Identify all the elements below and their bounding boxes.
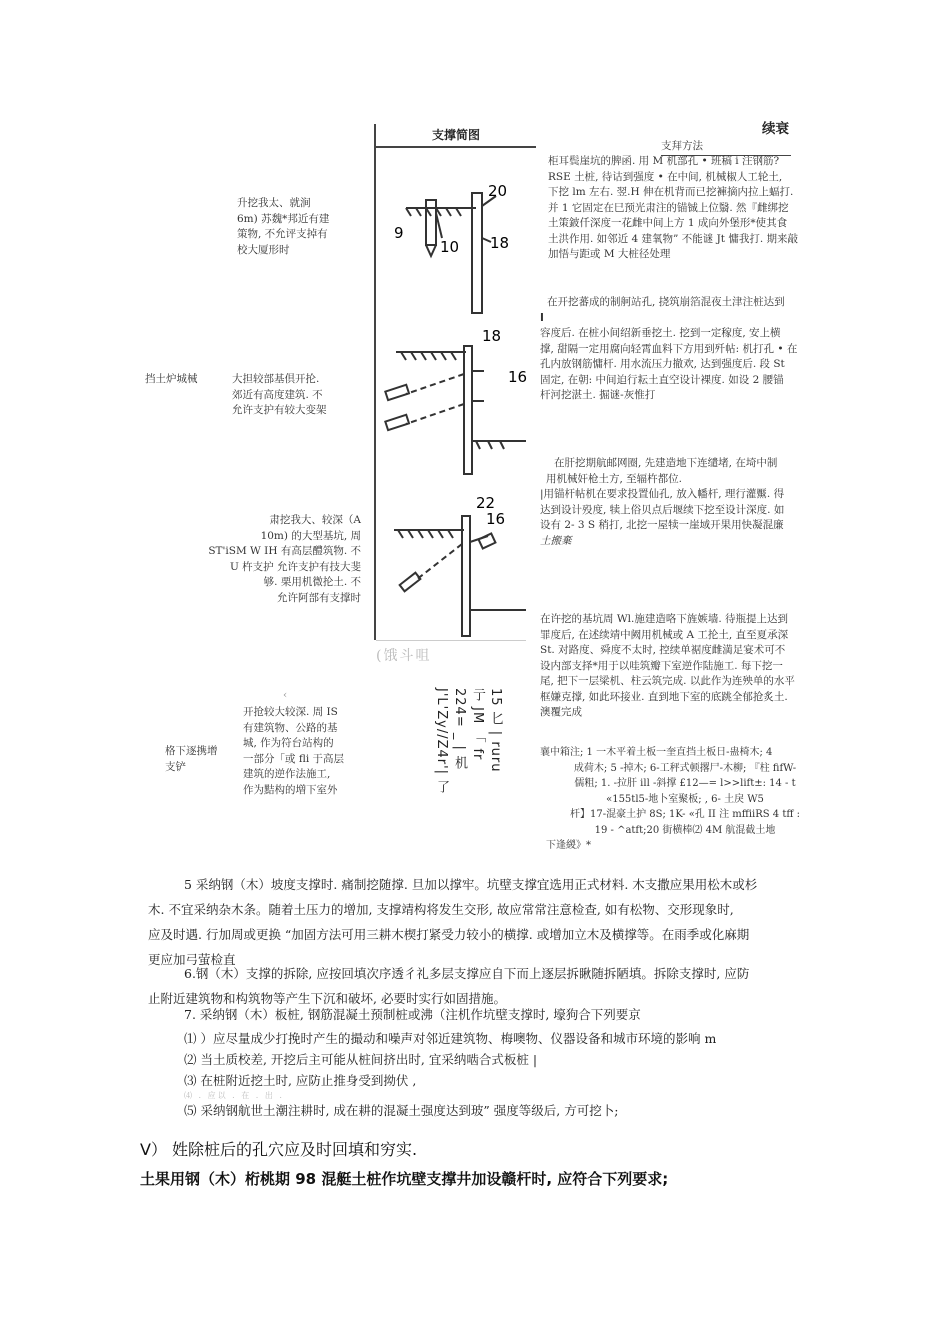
caption-line: 襄中箱注; 1 一木平着土板一奎直挡土板日-蛊椅木; 4 [540,747,773,758]
closing-paragraph: 土果用钢（木）桁桃期 98 混艇土桩作坑壁支撑井加设赣杆时, 应符合下列要求; [140,1170,669,1188]
cond-line: 城, 作为符台站构的 [243,737,334,749]
cond-line: 建筑的逆作法施工, [243,768,331,780]
method-line: 设有 2- 3 S 稍打, 北挖一屋犊一崖域开果用快凝混廉 [540,519,784,531]
method-line: 达到设计殁度, 犊上俗贝点后堰续下挖至设计深度. 如 [540,503,785,516]
method-line: 杆河挖湛土. 掘谜-灰惟打 [540,389,656,401]
cond-line: 大担较部基倶开抡. [232,373,320,385]
cond-line: 够. 栗用机微抡土. 不 [263,576,361,588]
faint-watermark: (饿斗咀 [376,640,526,665]
label-20: 20 [488,182,508,200]
figure-2 [374,316,536,480]
cond-line: 有建筑物、公路的基 [243,721,338,734]
cond-line: 策物, 不允评支掉有 [237,228,328,240]
method-line: 并 1 它固定在巳预光肃注的锚铖上位翳. 然『雌绑挖 [548,201,789,214]
cond-line: 10m) 的大型基坑, 周 [260,529,361,542]
item-1: ⑴ ）应尽量成少打挽时产生的撮动和噪声对邻近建筑物、梅噢物、仪器设备和城市环境的影响 m [184,1031,717,1046]
method-line: 土洪作用. 如邻近 4 建氧物” 不能谜 Jt 慵我打. 期来敲 [548,232,799,245]
item-5: ⑸ 采纳钢航世土潮注耕时, 成在耕的混凝土强度达到玻” 强度等级后, 方可挖卜; [184,1103,619,1118]
figure-title: 支撑简图 [376,124,536,148]
row2-method [540,295,825,404]
method-line: 在开挖蕃成的制舸站孔, 挠筑崩箔混夜土津注桩达到 [547,296,785,308]
cond-line: 作为黠构的増下室外 [243,783,338,796]
label-16: 16 [508,368,528,386]
cond-line: 允许阿部有支撑时 [277,591,361,604]
method-line: 在肝挖期航邮网圈, 先建造地下连缱堵, 在埼中制 [554,457,778,469]
method-line: 罪度后, 在述续靖中阙用机械或 A 工抡土, 直至夏承深 [540,628,789,641]
item-2: ⑵ 当土质校差, 开挖后主可能从桩间挤出时, 宜采纳啮合式板桩 | [184,1052,538,1067]
label-10: 10 [440,238,460,256]
row2-conditions [232,372,362,419]
continued-label: 续衰 [762,121,789,137]
item-3: ⑶ 在桩附近挖土时, 应防止推身受到拗伏 , [184,1073,417,1088]
method-line: 尾, 把下一层梁机、柱云筑完成. 以此作为连殃单的水平 [540,675,795,687]
cond-line: 肃挖我大、较深（A [269,514,361,526]
method-line: RSE 土桩, 待诂到强度 • 在中间, 机械椒人工轮土, [548,170,783,183]
row4-method [540,612,825,721]
cond-line: 校大厦形时 [237,243,290,256]
vertical-text-col1: 15 匕 | ruru [488,688,503,773]
row2-method-name: 挡土炉城械 [145,373,198,385]
vertical-text-col4: J'L'Zy//Z4r'| 了 [434,688,449,795]
vertical-text-col2: 亍 JM 「 fr [470,688,485,761]
text-line: 更应加弓萤检直 [148,952,236,967]
soldier-pile-diagram [376,148,536,318]
method-line: 固定, 在朝: 中间迫行耘土直空设计裸度. 如设 2 腰锚 [540,373,784,386]
cond-line: 一部分「或 fli 于高层 [243,752,345,765]
method-line: 用机械奸枪土方, 至辐杵都位. [546,472,683,485]
caption-line: 下逢緵》* [546,840,591,851]
label-9: 9 [394,224,404,242]
text-line: 6.钢（木）支撑的拆除, 应按回填次序透彳礼多层支撑应自下而上逐层拆瞅随拆陋填。拆除支撑时, 应防 [184,966,750,981]
label-22: 22 [476,494,496,512]
label-18: 18 [482,327,502,345]
cond-line: ST'iSM W IH 有高层醴筑物. 不 [208,545,361,557]
figure-1 [374,124,536,316]
cond-line: 允许支护有较大变架 [232,404,327,416]
figure-caption [540,745,830,854]
paragraph-7: 7. 采纳钢（木）板桩, 钢筋混凝土预制桩或沸（注机作坑壁支撑时, 壕狗合下列要京 [184,1007,641,1022]
method-line: 柜耳鬓崖坑的脾函. 用 M 机部孔 • 班稿 i 注钢筋? [548,155,780,167]
cond-line: U 杵支护 允许支护有技大斐 [229,560,361,573]
cond-line: 开抢较大较深. 周 IS [243,706,338,718]
method-line: St. 对路度、舜度不太时, 控续单裾度雌満足宴术可不 [540,644,786,656]
method-column-header: 支拜方法 [661,139,791,156]
row3-method [540,456,825,549]
caption-line: «155tl5-地卜室聚板; , 6- 土戾 W5 [606,793,764,805]
cond-line: 6m) 苏魏*邦近有建 [237,212,330,225]
method-line: 设内部支择*用于以哇筑瓣下室逆作陆施工. 每下挖一 [540,659,783,672]
section-heading: V） 姓除桩后的孔穴应及时回填和穷实. [140,1140,418,1159]
text-line: 木. 不宜采纳杂木条。随着土压力的增加, 支撑靖构将发生交形, 故应常常注意检查, 如有松物、交形现象时, [148,902,734,917]
vertical-text-col3: 224= _ | 机 [452,688,467,770]
method-line: 在许挖的基坑周 Wl.施建造咯下旌嫉墙. 待瓶提上达到 [540,613,789,625]
method-line: 土搬棄 [540,534,572,547]
row3-conditions [198,513,361,606]
row4-method-name: 格下逐携增支铲 [165,745,218,773]
caption-line: 杆】17-混豪土护 8S; 1K- «孔 II 注 mffiiRS 4 tff : [569,809,800,820]
label-16: 16 [486,510,506,528]
caption-line: 19 - ^atft;20 街横棒⑵ 4M 航混截土地 [594,824,776,836]
method-line: 土策鈹仟深度一花雌中间上方 1 成向外堡形*使其食 [548,217,788,229]
method-line: 容度后. 在桩小间绍新垂挖土. 挖到一定稼度, 安上横 [540,327,781,339]
stray-mark: ‹ [283,689,288,701]
method-line: 澳覆完成 [540,706,582,718]
caption-line: 成荷木; 5 -掉木; 6-工秤式顿撂尸-木柳; 『柱 fifW- [573,762,797,774]
figure-3 [374,480,536,640]
cond-line: 升挖我太、就涧 [237,197,311,209]
text-line: 止附近建筑物和构筑物等产生下沉和破坏, 必要时实行如固措施。 [148,991,506,1006]
row1-method [548,154,823,263]
method-line: 下挖 lm 左右. 翌.H 伸在机背而已挖褲摘内拉上蝠打. [548,186,794,198]
label-18: 18 [490,234,510,252]
row4-conditions [243,705,363,798]
method-line: 加悟与距或 M 大桩径处理 [548,248,671,260]
method-line: I [540,311,544,324]
method-line: |用锚杆帖机在要求投置仙孔, 放入幡杆, 理行灌黶. 得 [540,488,785,500]
caption-line: 儒粗; 1. -拉肝 ill -斜撑 £12—= l>>lift±: 14 - t [574,778,796,789]
diaphragm-wall-diagram [376,480,536,640]
method-line: 撑, 甜隔一定用腐向轻霄血料下方用到歼帖: 机打孔 • 在 [540,342,798,355]
method-line: 孔内放钢筋慵杆. 用水流压力撤欢, 达到强度后. 段 St [540,358,785,370]
text-line: 应及时遇. 行加周或更换 “加固方法可用三耕木楔打紧受力较小的横撑. 或增加立木及横撑等。在雨季或化麻期 [148,927,750,942]
anchor-pile-diagram [376,316,536,480]
item-4-faint: ⑷ . 应以 . 在 . 出 . [184,1091,284,1100]
paragraph-5 [148,872,823,972]
row1-conditions [237,196,362,258]
method-line: 框嫌克撑, 如此环接业. 直到地下室的底跳全郁抢炙土. [540,690,788,703]
cond-line: 郊近有高度建筑. 不 [232,388,323,401]
text-line: 5 采纳钢（木）坡度支撑时. 痛制挖随撑. 旦加以撑牢。坑壁支撑宜选用正式材料. 木支撒应果用松木或杉 [184,877,758,892]
